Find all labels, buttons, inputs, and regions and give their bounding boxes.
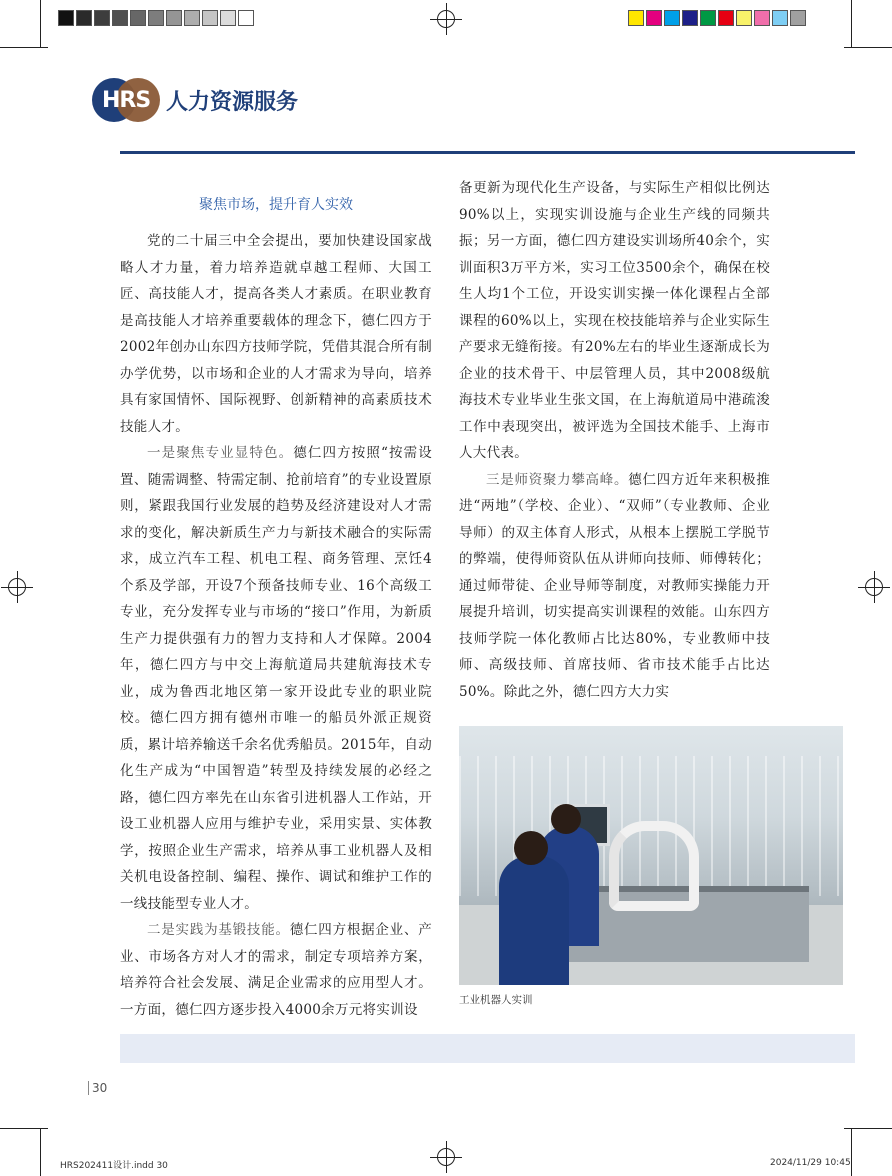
crop-mark bbox=[851, 1128, 852, 1176]
crop-mark bbox=[851, 0, 852, 48]
robot-training-photo bbox=[459, 726, 843, 985]
color-swatch bbox=[202, 10, 218, 26]
slug-date: 2024/11/29 10:45 bbox=[770, 1158, 851, 1168]
section-title: 聚焦市场，提升育人实效 bbox=[199, 197, 353, 213]
color-swatch bbox=[58, 10, 74, 26]
color-swatch bbox=[220, 10, 236, 26]
color-swatch bbox=[646, 10, 662, 26]
paragraph bbox=[459, 467, 770, 706]
grayscale-color-bar bbox=[58, 10, 256, 26]
footer-band bbox=[120, 1034, 855, 1063]
color-swatch bbox=[238, 10, 254, 26]
paragraph: 备更新为现代化生产设备，与实际生产相似比例达90%以上，实现实训设施与企业生产线的同频共振；另一方面，德仁四方建设实训场所40余个，实训面积3万平方米，实习工位3500余个，确保在校生人均1个工位，开设实训实操一体化课程占全部课程的60%以上，实现在校技能培养与企业实际生产要求无缝衔接。有20%左右的毕业生逐渐成长为企业的技术骨干、中层管理人员，其中2008级航海技术专业毕业生张文国，在上海航道局中港疏浚工作中表现突出，被评选为全国技术能手、上海市人大代表。 bbox=[459, 180, 770, 461]
paragraph-lead: 二是实践为基锻技能。 bbox=[147, 922, 290, 938]
hrs-logo-text: HRS bbox=[102, 88, 151, 113]
paragraph-body: 德仁四方根据企业、产业、市场各方对人才的需求，制定专项培养方案，培养符合社会发展、满足企业需求的应用型人才。一方面，德仁四方逐步投入4000余万元将实训设 bbox=[120, 922, 433, 1018]
color-swatch bbox=[682, 10, 698, 26]
crop-mark bbox=[0, 47, 48, 48]
color-swatch bbox=[664, 10, 680, 26]
crop-mark bbox=[844, 1128, 892, 1129]
color-swatch bbox=[130, 10, 146, 26]
crop-mark bbox=[40, 1128, 41, 1176]
color-swatch bbox=[790, 10, 806, 26]
color-swatch bbox=[772, 10, 788, 26]
paragraph-body: 德仁四方近年来积极推进“两地”（学校、企业）、“双师”（专业教师、企业导师）的双主体育人形式，从根本上摆脱工学脱节的弊端，使得师资队伍从讲师向技师、师傅转化；通过师带徒、企业导师等制度，对教师实操能力开展提升培训，切实提高实训课程的效能。山东四方技师学院一体化教师占比达80%，专业教师中技师、高级技师、首席技师、省市技术能手占比达50%。除此之外，德仁四方大力实 bbox=[459, 471, 771, 700]
crop-mark bbox=[40, 0, 41, 48]
color-swatch bbox=[718, 10, 734, 26]
header-rule bbox=[120, 151, 855, 154]
hrs-logo bbox=[92, 78, 156, 122]
crop-mark bbox=[844, 47, 892, 48]
page-number: 30 bbox=[92, 1081, 108, 1095]
color-swatch bbox=[112, 10, 128, 26]
slug-file: HRS202411设计.indd 30 bbox=[60, 1161, 168, 1171]
paragraph-lead: 三是师资聚力攀高峰。 bbox=[486, 471, 629, 488]
color-swatch bbox=[628, 10, 644, 26]
color-swatch bbox=[166, 10, 182, 26]
magazine-header bbox=[92, 78, 298, 122]
crop-mark bbox=[0, 1128, 48, 1129]
paragraph: 党的二十届三中全会提出，要加快建设国家战略人才力量，着力培养造就卓越工程师、大国工匠、高技能人才，提高各类人才素质。在职业教育是高技能人才培养重要载体的理念下，德仁四方于2002年创办山东四方技师学院，凭借其混合所有制办学优势，以市场和企业的人才需求为导向，培养具有家国情怀、国际视野、创新精神的高素质技术技能人才。 bbox=[120, 233, 432, 435]
color-swatch bbox=[184, 10, 200, 26]
color-swatch bbox=[76, 10, 92, 26]
paragraph-lead: 一是聚焦专业显特色。 bbox=[147, 445, 294, 461]
registration-mark-icon bbox=[8, 578, 26, 596]
brand-title: 人力资源服务 bbox=[166, 89, 299, 115]
paragraph bbox=[120, 440, 432, 917]
photo-caption: 工业机器人实训 bbox=[459, 994, 533, 1006]
color-swatch bbox=[148, 10, 164, 26]
right-column bbox=[459, 175, 770, 705]
color-swatch bbox=[754, 10, 770, 26]
process-color-bar bbox=[628, 10, 808, 26]
paragraph bbox=[120, 917, 432, 1023]
registration-mark-icon bbox=[437, 10, 455, 28]
color-swatch bbox=[94, 10, 110, 26]
paragraph-body: 德仁四方按照“按需设置、随需调整、特需定制、抢前培育”的专业设置原则，紧跟我国行业发展的趋势及经济建设对人才需求的变化，解决新质生产力与新技术融合的实际需求，成立汽车工程、机电工程、商务管理、烹饪4个系及学部，开设7个预备技师专业、16个高级工专业，充分发挥专业与市场的“接口”作用，为新质生产力提供强有力的智力支持和人才保障。2004年，德仁四方与中交上海航道局共建航海技术专业，成为鲁西北地区第一家开设此专业的职业院校。德仁四方拥有德州市唯一的船员外派正规资质，累计培养输送千余名优秀船员。2015年，自动化生产成为“中国智造”转型及持续发展的必经之路，德仁四方率先在山东省引进机器人工作站，开设工业机器人应用与维护专业，采用实景、实体教学，按照企业生产需求，培养从事工业机器人及相关机电设备控制、编程、操作、调试和维护工作的一线技能型专业人才。 bbox=[120, 445, 433, 912]
robot-arm-icon bbox=[609, 821, 699, 911]
registration-mark-icon bbox=[865, 578, 883, 596]
color-swatch bbox=[700, 10, 716, 26]
left-column bbox=[120, 228, 432, 1023]
registration-mark-icon bbox=[437, 1148, 455, 1166]
color-swatch bbox=[736, 10, 752, 26]
